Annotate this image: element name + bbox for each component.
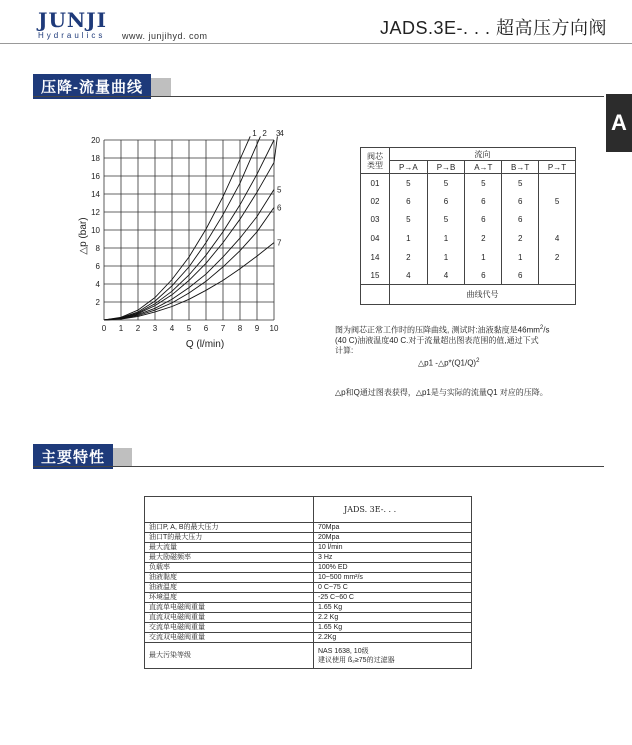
spec-value: 10 l/min: [314, 543, 472, 553]
flow-cell: 1: [427, 229, 465, 248]
flow-cell: 5: [502, 174, 539, 193]
series-label: 5: [277, 185, 282, 195]
x-axis-label: Q (l/min): [185, 339, 225, 350]
spec-value: -25 C~60 C: [314, 593, 472, 603]
spec-row: [145, 573, 472, 583]
flow-cell: 5: [427, 211, 465, 230]
flow-cell: [539, 174, 576, 193]
spool-code: 04: [361, 229, 390, 248]
x-tick-label: 0: [101, 324, 107, 333]
spec-row: [145, 563, 472, 573]
y-tick-label: 14: [91, 190, 100, 199]
flow-row: [361, 192, 576, 211]
y-tick-label: 2: [95, 298, 100, 307]
flow-cell: 6: [502, 192, 539, 211]
flow-cell: 6: [427, 192, 465, 211]
spec-row: [145, 613, 472, 623]
col-header: A→T: [465, 161, 502, 174]
curve-code-footer: 曲线代号: [390, 285, 576, 305]
spec-row: [145, 603, 472, 613]
spec-value: 70Mpa: [314, 523, 472, 533]
y-tick-label: 12: [91, 208, 100, 217]
spec-value: 2.2 Kg: [314, 613, 472, 623]
flow-cell: [539, 211, 576, 230]
flow-cell: 5: [554, 196, 560, 206]
x-tick-label: 7: [220, 324, 226, 333]
spec-value: 100% ED: [314, 563, 472, 573]
y-axis-label: △p (bar): [78, 217, 89, 255]
flow-cell: 1: [427, 248, 465, 267]
spec-table: [144, 496, 472, 669]
spec-value: NAS 1638, 10级 建议使用 ß₂≥75的过滤器: [314, 643, 472, 669]
flow-row: [361, 211, 576, 230]
spec-label: 油液黏度: [145, 573, 314, 583]
x-tick-label: 8: [237, 324, 243, 333]
brand-subtitle: Hydraulics: [38, 31, 106, 40]
spec-label: 油口T的最大压力: [145, 533, 314, 543]
flow-row: [361, 266, 576, 285]
spec-row: [145, 593, 472, 603]
flow-cell: 1: [502, 248, 539, 267]
flow-cell: 6: [465, 192, 502, 211]
spool-code: 15: [361, 266, 390, 285]
spec-row: [145, 623, 472, 633]
spool-code: 01: [361, 174, 390, 193]
spec-value: 2.2Kg: [314, 633, 472, 643]
flow-row: [361, 229, 576, 248]
spec-header: JADS. 3E-. . .: [314, 497, 472, 523]
flow-cell: 1: [465, 248, 502, 267]
flow-row: [361, 248, 576, 267]
spec-row: [145, 523, 472, 533]
chart-ticks: [91, 136, 279, 333]
y-tick-label: 10: [91, 226, 100, 235]
flow-cell: 6: [465, 211, 502, 230]
formula-note: △p和Q通过图表获得，△p1是与实际的流量Q1 对应的压降。: [335, 388, 548, 397]
spec-value: 1.65 Kg: [314, 623, 472, 633]
flow-cell: 6: [502, 211, 539, 230]
col-header: P→T: [539, 161, 576, 174]
series-label: 7: [277, 238, 282, 248]
flow-cell: 6: [465, 266, 502, 285]
spec-label: 最大流量: [145, 543, 314, 553]
x-tick-label: 9: [254, 324, 260, 333]
flow-cell: 6: [502, 266, 539, 285]
chart-curves: [104, 136, 277, 320]
series-label: 4: [279, 129, 284, 138]
spec-row: [145, 553, 472, 563]
spool-type-header: 阀芯 类型: [361, 148, 390, 174]
spec-row: [145, 633, 472, 643]
spec-label: 直流单电磁阀重量: [145, 603, 314, 613]
spec-label: 交流单电磁阀重量: [145, 623, 314, 633]
flow-cell: 2: [502, 229, 539, 248]
chart-note: 图为阀芯正常工作时的压降曲线, 测试时:油液黏度是$46mm^2/s$ (40 C)油液温度40 C.对于流量超出图表范围的值,通过下式 计算:: [335, 325, 550, 355]
flow-cell: 5: [390, 211, 428, 230]
spec-value: 20Mpa: [314, 533, 472, 543]
flow-cell: 5: [427, 174, 465, 193]
flow-cell: 2: [554, 252, 560, 262]
y-tick-label: 20: [91, 136, 100, 145]
spec-label: 负载率: [145, 563, 314, 573]
series-label: 6: [277, 203, 282, 213]
x-tick-label: 6: [203, 324, 209, 333]
flow-cell: 6: [390, 192, 428, 211]
website-link[interactable]: www. junjihyd. com: [122, 31, 208, 41]
curve-4: [104, 136, 277, 320]
spool-code: 14: [361, 248, 390, 267]
header-divider: [0, 43, 632, 44]
x-tick-label: 10: [269, 324, 279, 333]
flow-cell: 4: [390, 266, 428, 285]
y-tick-label: 4: [95, 280, 100, 289]
spec-row: [145, 583, 472, 593]
brand-logo: JUNJI: [38, 8, 108, 32]
spec-row: [145, 533, 472, 543]
x-tick-label: 2: [135, 324, 141, 333]
series-label: 3: [276, 129, 281, 138]
flow-direction-header: 流向: [390, 148, 576, 161]
series-label: 2: [262, 129, 267, 138]
section-title-features: 主要特性: [33, 444, 113, 469]
flow-cell: [539, 266, 576, 285]
spec-label: 交流双电磁阀重量: [145, 633, 314, 643]
flow-cell: 5: [390, 174, 428, 193]
spec-label: 直流双电磁阀重量: [145, 613, 314, 623]
col-header: B→T: [502, 161, 539, 174]
col-header: P→B: [427, 161, 465, 174]
flow-cell: 1: [390, 229, 428, 248]
spec-value: 10~500 mm²/s: [314, 573, 472, 583]
y-tick-label: 8: [95, 244, 100, 253]
section-tab[interactable]: A: [606, 94, 632, 152]
spec-label: 环境温度: [145, 593, 314, 603]
page-title: JADS.3E-. . . 超高压方向阀: [379, 18, 607, 38]
flow-cell: 4: [554, 234, 560, 244]
spool-code: 02: [361, 192, 390, 211]
flow-cell: 2: [465, 229, 502, 248]
flow-table: [360, 147, 576, 305]
col-header: P→A: [390, 161, 428, 174]
pressure-formula: △p1 $-\triangle p*(Q1/Q)^2$: [418, 358, 480, 368]
section-title-pressure-flow: 压降-流量曲线: [33, 74, 151, 99]
flow-row: [361, 174, 576, 193]
spec-value: 0 C~75 C: [314, 583, 472, 593]
section-rule: [33, 96, 604, 97]
spec-label: 油液温度: [145, 583, 314, 593]
y-tick-label: 6: [95, 262, 100, 271]
spec-label: 油口P, A, B的最大压力: [145, 523, 314, 533]
spool-code: 03: [361, 211, 390, 230]
spec-row: [145, 543, 472, 553]
pressure-flow-chart: [70, 122, 310, 352]
curve-1: [104, 136, 250, 320]
x-tick-label: 4: [169, 324, 175, 333]
flow-cell: 2: [390, 248, 428, 267]
y-tick-label: 16: [91, 172, 100, 181]
x-tick-label: 5: [186, 324, 192, 333]
series-label: 1: [252, 129, 257, 138]
y-tick-label: 18: [91, 154, 100, 163]
spec-value: 3 Hz: [314, 553, 472, 563]
x-tick-label: 1: [118, 324, 124, 333]
spec-value: 1.65 Kg: [314, 603, 472, 613]
x-tick-label: 3: [152, 324, 158, 333]
flow-cell: 5: [465, 174, 502, 193]
spec-label: 最大励磁频率: [145, 553, 314, 563]
spec-label: 最大污染等级: [145, 643, 314, 669]
flow-cell: 4: [427, 266, 465, 285]
section-rule: [33, 466, 604, 467]
